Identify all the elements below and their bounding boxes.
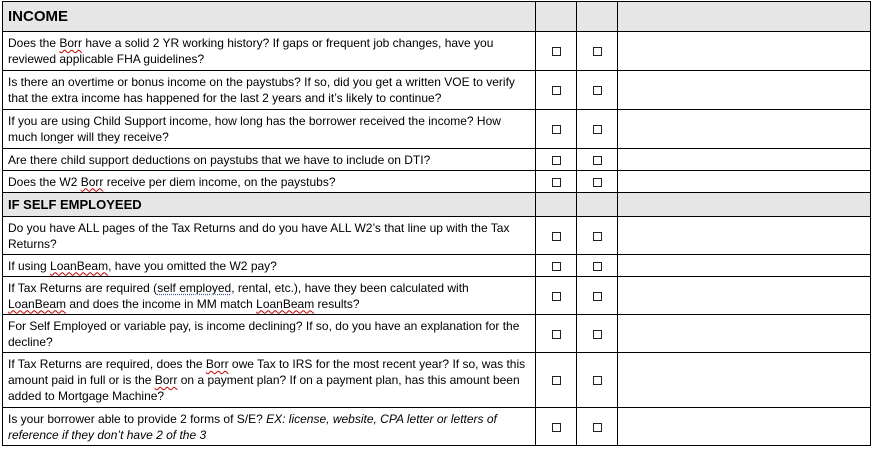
- checkbox-yes-cell: [536, 32, 577, 71]
- checkbox-no[interactable]: [593, 423, 602, 432]
- checkbox-no-cell: [577, 171, 618, 193]
- checklist-row: [3, 408, 871, 446]
- question-text: [3, 255, 536, 277]
- notes-cell[interactable]: [618, 408, 871, 446]
- notes-cell[interactable]: [618, 277, 871, 315]
- checklist-row: [3, 255, 871, 277]
- question-text-segment: on a payment plan? If on a payment plan, has this amount been added to Mortgage Machine?: [8, 373, 520, 403]
- question-text: [3, 277, 536, 315]
- checkbox-yes[interactable]: [552, 292, 561, 301]
- question-text-segment: , rental, etc.), have they been calculated with: [231, 280, 469, 295]
- notes-cell[interactable]: [618, 353, 871, 408]
- checkbox-no[interactable]: [593, 292, 602, 301]
- checkbox-yes-cell: [536, 71, 577, 110]
- checkbox-no-cell: [577, 110, 618, 149]
- question-text-segment: have a solid 2 YR working history? If gaps or frequent job changes, have you reviewed applicable FHA guidelines?: [8, 36, 494, 66]
- question-text-segment: LoanBeam: [256, 296, 315, 311]
- question-text-segment: Are there child support deductions on paystubs that we have to include on DTI?: [8, 152, 431, 167]
- checkbox-yes[interactable]: [552, 262, 561, 271]
- question-text: [3, 32, 536, 71]
- checkbox-no[interactable]: [593, 232, 602, 241]
- notes-cell[interactable]: [618, 110, 871, 149]
- checkbox-no[interactable]: [593, 86, 602, 95]
- section-title: INCOME: [3, 2, 536, 32]
- question-text-segment: If Tax Returns are required, does the: [8, 357, 206, 371]
- checkbox-yes[interactable]: [552, 232, 561, 241]
- checkbox-no[interactable]: [593, 178, 602, 187]
- checkbox-no-cell: [577, 255, 618, 277]
- question-text: [3, 171, 536, 193]
- checkbox-yes-cell: [536, 149, 577, 171]
- notes-cell[interactable]: [618, 217, 871, 255]
- question-text: [3, 110, 536, 149]
- question-text-segment: Does the: [8, 36, 60, 50]
- question-text-segment: Do you have ALL pages of the Tax Returns and do you have ALL W2’s that line up with the Tax Returns?: [8, 220, 510, 251]
- checkbox-no-cell: [577, 71, 618, 110]
- header-blank-cell: [577, 193, 618, 217]
- question-text-segment: If you are using Child Support income, how long has the borrower received the income? How much longer will they receive?: [8, 114, 501, 144]
- checkbox-yes-cell: [536, 110, 577, 149]
- checklist-row: [3, 315, 871, 353]
- header-blank-cell: [536, 193, 577, 217]
- checklist-row: [3, 149, 871, 171]
- checkbox-yes-cell: [536, 217, 577, 255]
- checklist-row: [3, 32, 871, 71]
- question-text-segment: Borr: [80, 174, 104, 189]
- checklist-row: [3, 353, 871, 408]
- checklist-row: [3, 110, 871, 149]
- question-text-segment: LoanBeam: [8, 296, 67, 311]
- question-text-segment: If using: [8, 258, 51, 273]
- question-text: [3, 353, 536, 408]
- question-text: [3, 149, 536, 171]
- checkbox-no[interactable]: [593, 262, 602, 271]
- question-text: [3, 408, 536, 446]
- section-header-income: [3, 2, 871, 32]
- question-text-segment: and does the income in MM match: [66, 296, 257, 311]
- checkbox-no-cell: [577, 353, 618, 408]
- question-text-segment: For Self Employed or variable pay, is income declining? If so, do you have an explanation for the decline?: [8, 318, 520, 349]
- checklist-row: [3, 277, 871, 315]
- question-text-segment: If Tax Returns are required (: [8, 280, 158, 295]
- checkbox-no-cell: [577, 408, 618, 446]
- checkbox-yes[interactable]: [552, 125, 561, 134]
- notes-cell[interactable]: [618, 32, 871, 71]
- question-text-segment: Does the W2: [8, 174, 81, 189]
- checkbox-yes[interactable]: [552, 178, 561, 187]
- checkbox-yes[interactable]: [552, 330, 561, 339]
- checkbox-yes-cell: [536, 255, 577, 277]
- question-text-segment: owe Tax to IRS for the most recent year? If so, was this amount paid in full or is the: [8, 357, 526, 387]
- question-text-segment: Is there an overtime or bonus income on the paystubs? If so, did you get a written VOE to verify that the extra income has happened for the last 2 years and it’s likely to continue?: [8, 75, 515, 105]
- question-text-segment: results?: [314, 296, 360, 311]
- checkbox-yes[interactable]: [552, 423, 561, 432]
- checkbox-yes-cell: [536, 277, 577, 315]
- question-text-segment: receive per diem income, on the paystubs?: [103, 174, 336, 189]
- checkbox-yes-cell: [536, 171, 577, 193]
- question-text: [3, 315, 536, 353]
- question-text-segment: Borr: [154, 373, 178, 387]
- checkbox-no[interactable]: [593, 330, 602, 339]
- checkbox-no-cell: [577, 217, 618, 255]
- checkbox-yes[interactable]: [552, 47, 561, 56]
- checkbox-no[interactable]: [593, 156, 602, 165]
- section-title: IF SELF EMPLOYEED: [3, 193, 536, 217]
- notes-cell[interactable]: [618, 149, 871, 171]
- checkbox-no-cell: [577, 149, 618, 171]
- question-text-segment: EX: license, website, CPA letter or letters of reference if they don’t have 2 of the 3: [8, 411, 497, 442]
- header-blank-cell: [536, 2, 577, 32]
- checkbox-yes-cell: [536, 408, 577, 446]
- checkbox-yes[interactable]: [552, 156, 561, 165]
- question-text-segment: , have you omitted the W2 pay?: [108, 258, 277, 273]
- checkbox-yes[interactable]: [552, 86, 561, 95]
- notes-cell[interactable]: [618, 71, 871, 110]
- question-text-segment: Is your borrower able to provide 2 forms of S/E?: [8, 411, 267, 426]
- notes-cell[interactable]: [618, 255, 871, 277]
- notes-cell[interactable]: [618, 171, 871, 193]
- header-blank-cell: [577, 2, 618, 32]
- checkbox-yes-cell: [536, 315, 577, 353]
- question-text-segment: LoanBeam: [50, 258, 109, 273]
- checklist-table: [2, 1, 871, 446]
- checklist-row: [3, 171, 871, 193]
- checkbox-yes[interactable]: [552, 376, 561, 385]
- checkbox-yes-cell: [536, 353, 577, 408]
- checklist-row: [3, 217, 871, 255]
- header-blank-cell: [618, 193, 871, 217]
- checkbox-no-cell: [577, 277, 618, 315]
- question-text: [3, 71, 536, 110]
- checkbox-no[interactable]: [593, 376, 602, 385]
- question-text: [3, 217, 536, 255]
- checkbox-no-cell: [577, 315, 618, 353]
- section-header-self-employed: [3, 193, 871, 217]
- question-text-segment: Borr: [59, 36, 83, 50]
- notes-cell[interactable]: [618, 315, 871, 353]
- header-blank-cell: [618, 2, 871, 32]
- question-text-segment: self employed: [157, 280, 232, 295]
- checkbox-no[interactable]: [593, 125, 602, 134]
- checklist-row: [3, 71, 871, 110]
- checkbox-no[interactable]: [593, 47, 602, 56]
- checkbox-no-cell: [577, 32, 618, 71]
- question-text-segment: Borr: [205, 357, 229, 371]
